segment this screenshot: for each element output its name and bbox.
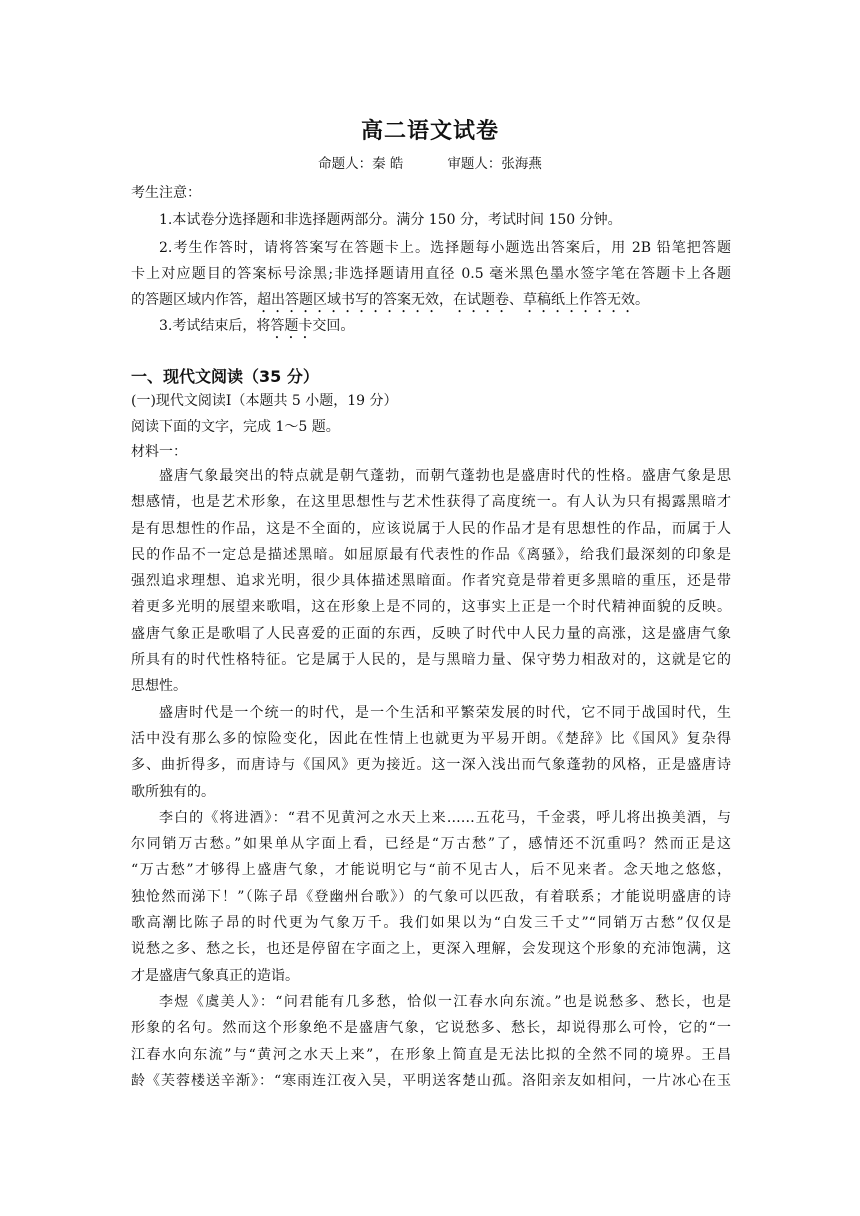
passage-line: 多、曲折得多，而唐诗与《国风》更为接近。这一深入浅出而气象蓬勃的风格，正是盛唐诗 — [131, 757, 731, 773]
passage-line: 江春水向东流”与“黄河之水天上来”，在形象上简直是无法比拟的全然不同的境界。王昌 — [131, 1047, 731, 1063]
section-subheading: (一)现代文阅读Ⅰ（本题共 5 小题，19 分） — [131, 393, 398, 409]
passage-line: 盛唐时代是一个统一的时代，是一个生活和平繁荣发展的时代，它不同于战国时代，生 — [159, 705, 731, 721]
notice-item-3 — [159, 316, 731, 342]
passage-line: 李白的《将进酒》：“君不见黄河之水天上来……五花马，千金裘，呼儿将出换美酒，与 — [159, 810, 731, 826]
notice-item-2-line-1: 2.考生作答时，请将答案写在答题卡上。选择题每小题选出答案后，用 2B 铅笔把答题 — [159, 240, 731, 256]
notice-text: 的答题区域内作答， — [131, 292, 257, 308]
passage-line: 活中没有那么多的惊险变化，因此在性情上也就更为平易开朗。《楚辞》比《国风》复杂得 — [131, 731, 731, 747]
material-label: 材料一： — [131, 444, 187, 460]
passage-line: 盛唐气象最突出的特点就是朝气蓬勃，而朝气蓬勃也是盛唐时代的性格。盛唐气象是思 — [159, 468, 731, 484]
passage-line: “万古愁”才够得上盛唐气象，才能说明它与“前不见古人，后不见来者。念天地之悠悠， — [131, 862, 731, 878]
exam-authors — [0, 152, 860, 172]
notice-item-1: 1.本试卷分选择题和非选择题两部分。满分 150 分，考试时间 150 分钟。 — [159, 212, 622, 228]
passage-line: 民的作品不一定总是描述黑暗。如屈原最有代表性的作品《离骚》，给我们最深刻的印象是 — [131, 547, 731, 563]
passage-line: 是有思想性的作品，这是不全面的，应该说属于人民的作品才是有思想性的作品，而属于人 — [131, 521, 731, 537]
section-heading: 一、现代文阅读（35 分） — [131, 367, 319, 386]
passage-line: 想感情，也是艺术形象，在这里思想性与艺术性获得了高度统一。有人认为只有揭露黑暗才 — [131, 494, 731, 510]
passage-line: 思想性。 — [131, 678, 187, 694]
passage-line: 龄《芙蓉楼送辛渐》：“寒雨连江夜入吴，平明送客楚山孤。洛阳亲友如相问，一片冰心在玉 — [131, 1073, 731, 1089]
passage-line: 形象的名句。然而这个形象绝不是盛唐气象，它说愁多、愁长，却说得那么可怜，它的“一 — [131, 1020, 731, 1036]
notice-item-2-line-3 — [131, 290, 731, 316]
passage-line: 歌高潮比陈子昂的时代更为气象万千。我们如果以为“白发三千丈”“同销万古愁”仅仅是 — [131, 915, 731, 931]
passage-line: 所具有的时代性格特征。它是属于人民的，是与黑暗力量、保守势力相敌对的，这就是它的 — [131, 652, 731, 668]
passage-line: 独怆然而涕下！”（陈子昂《登幽州台歌》）的气象可以匹敌，有着联系；才能说明盛唐的诗 — [131, 889, 731, 905]
exam-title: 高二语文试卷 — [360, 119, 499, 144]
emphasized-text: 答题卡 — [270, 318, 313, 334]
passage-line: 尔同销万古愁。”如果单从字面上看，已经是“万古愁”了，感情还不沉重吗？然而正是这 — [131, 836, 731, 852]
reviewer-label: 审题人：张海燕 — [447, 156, 542, 172]
notice-text: 交回。 — [312, 318, 355, 334]
passage-line: 强烈追求理想、追求光明，很少具体描述黑暗面。作者究竟是带着更多黑暗的重压，还是带 — [131, 573, 731, 589]
passage-line: 歌所独有的。 — [131, 784, 215, 800]
notice-text: 。 — [635, 292, 649, 308]
notice-item-2-line-2: 卡上对应题目的答案标号涂黑;非选择题请用直径 0.5 毫米黑色墨水签字笔在答题卡上各题 — [131, 266, 731, 282]
notice-heading: 考生注意： — [131, 185, 201, 201]
notice-text: 3.考试结束后，将 — [159, 318, 271, 334]
passage-line: 盛唐气象正是歌唱了人民喜爱的正面的东西，反映了时代中人民力量的高涨，这是盛唐气象 — [131, 626, 731, 642]
passage-line: 着更多光明的展望来歌唱，这在形象上是不同的，这事实上正是一个时代精神面貌的反映。 — [131, 599, 731, 615]
passage-line: 才是盛唐气象真正的造诣。 — [131, 968, 299, 984]
emphasized-text: 超出答题区域书写的答案无效，在试题卷、草稿纸上作答无效 — [257, 292, 635, 308]
passage-line: 李煜《虞美人》：“问君能有几多愁，恰似一江春水向东流。”也是说愁多、愁长，也是 — [159, 994, 731, 1010]
section-instruction: 阅读下面的文字，完成 1～5 题。 — [131, 419, 340, 435]
setter-label: 命题人：秦 皓 — [318, 156, 404, 172]
passage-line: 说愁之多、愁之长，也还是停留在字面之上，更深入理解，会发现这个形象的充沛饱满，这 — [131, 941, 731, 957]
